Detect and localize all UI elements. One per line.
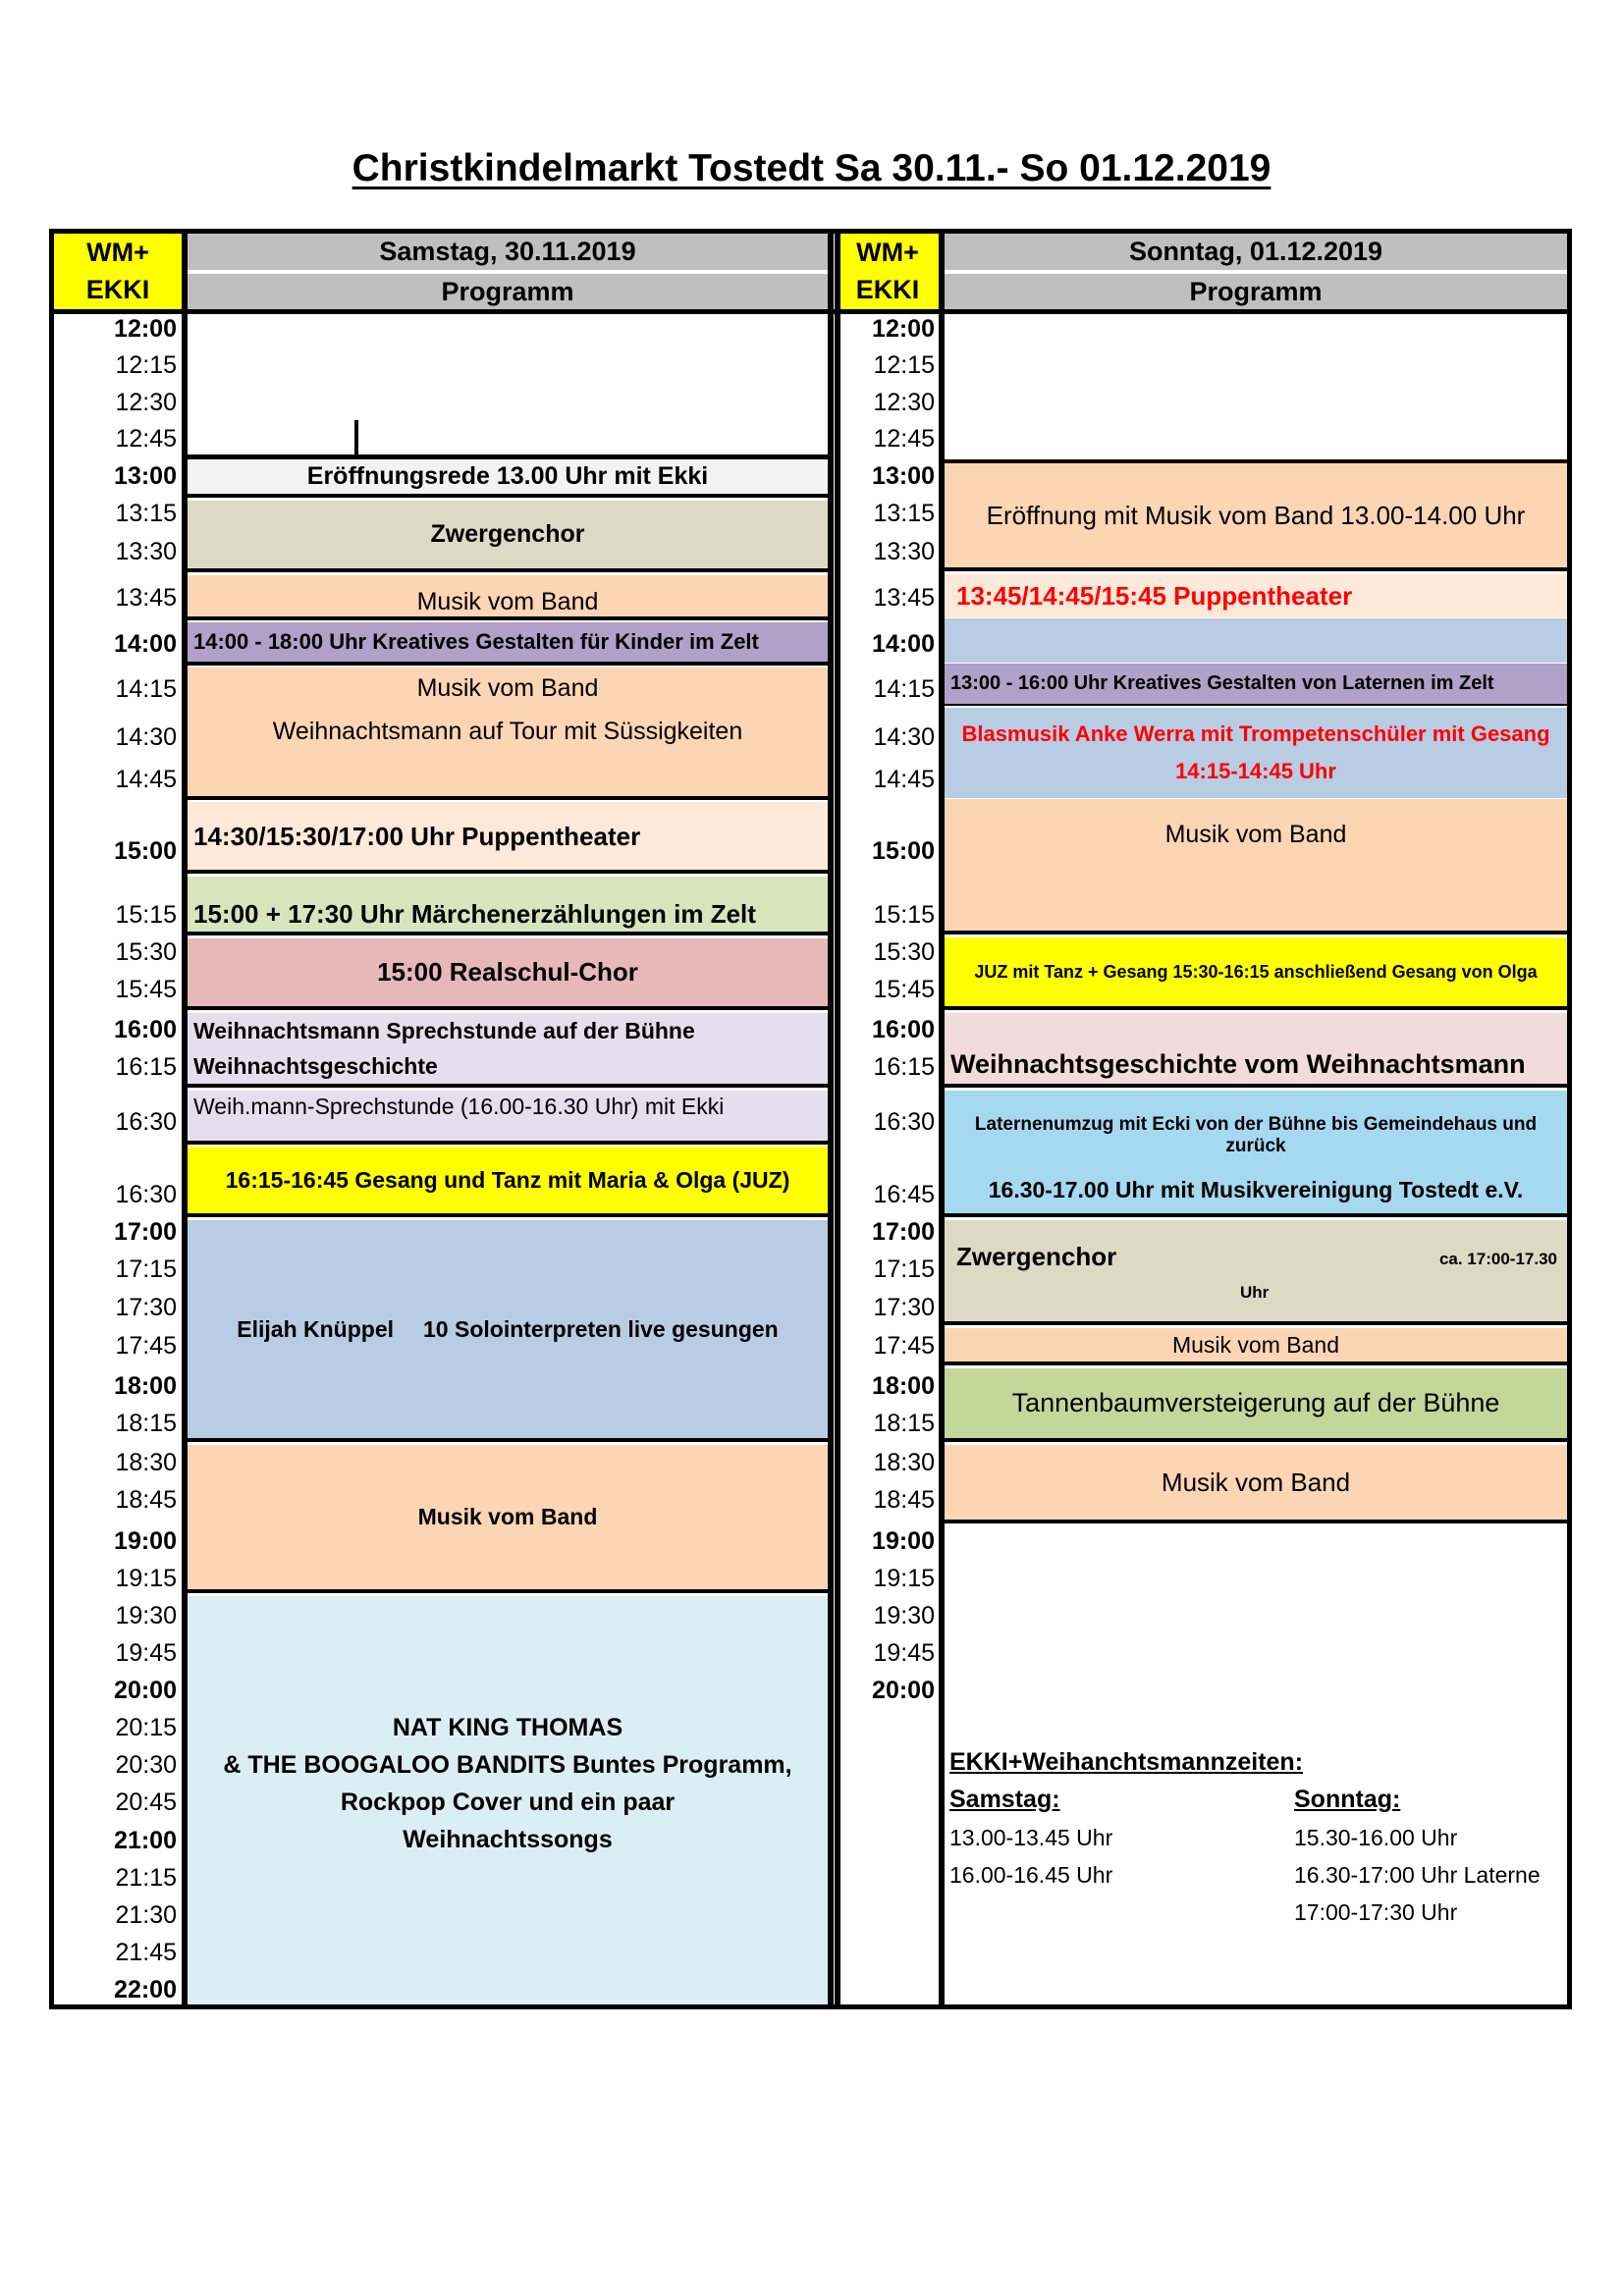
left-time-label: 17:30 <box>115 1294 177 1321</box>
right-time-label: 13:45 <box>873 584 935 612</box>
sun-tannenbaumversteigerung: Tannenbaumversteigerung auf der Bühne <box>945 1368 1567 1442</box>
saturday-programm-header: Programm <box>188 274 828 309</box>
right-time-label: 12:30 <box>873 389 935 416</box>
left-time-label: 16:30 <box>115 1181 177 1208</box>
sat-gesang-tanz-juz: 16:15-16:45 Gesang und Tanz mit Maria & Olga (JUZ) <box>188 1147 828 1217</box>
left-time-label: 19:15 <box>115 1565 177 1592</box>
sat-elijah-name: Elijah Knüppel <box>237 1315 395 1342</box>
left-time-label: 18:45 <box>115 1486 177 1514</box>
right-time-label: 12:15 <box>873 351 935 379</box>
right-time-label: 19:30 <box>873 1602 935 1629</box>
sat-band-name: NAT KING THOMAS <box>392 1714 623 1741</box>
sat-solointerpreten: 10 Solointerpreten live gesungen <box>423 1315 779 1342</box>
left-time-label: 18:15 <box>115 1410 177 1437</box>
right-time-label: 19:15 <box>873 1565 935 1592</box>
right-time-label: 15:30 <box>873 938 935 966</box>
left-time-label: 13:00 <box>114 462 177 490</box>
divider-left-time <box>182 234 188 2004</box>
right-time-label: 13:15 <box>873 500 935 527</box>
left-time-label: 21:00 <box>114 1827 177 1854</box>
wm-ekki-header-right <box>837 234 939 309</box>
sun-blasmusik-line1: Blasmusik Anke Werra mit Trompetenschüler mit Gesang <box>961 721 1550 746</box>
right-time-label: 19:00 <box>872 1527 935 1555</box>
right-time-label: 16:45 <box>873 1181 935 1208</box>
left-time-label: 20:15 <box>115 1714 177 1741</box>
right-time-label: 17:15 <box>873 1255 935 1283</box>
sun-musik-vom-band-3: Musik vom Band <box>945 1445 1567 1523</box>
sat-zwergenchor: Zwergenchor <box>188 501 828 572</box>
left-time-label: 15:30 <box>115 938 177 966</box>
left-time-label: 12:30 <box>115 389 177 416</box>
right-time-label: 14:30 <box>873 723 935 751</box>
ekki-sat-2: 16.00-16.45 Uhr <box>949 1862 1113 1888</box>
sun-puppentheater: 13:45/14:45/15:45 Puppentheater <box>945 574 1567 617</box>
left-time-label: 18:00 <box>114 1372 177 1400</box>
sat-tick-mark <box>354 420 358 454</box>
right-time-label: 18:45 <box>873 1486 935 1514</box>
sat-weihnachtsgeschichte: Weihnachtsgeschichte <box>193 1052 438 1079</box>
sat-weihmann-sprechstunde: Weih.mann-Sprechstunde (16.00-16.30 Uhr) mit Ekki <box>188 1091 828 1145</box>
ekki-label: EKKI <box>85 275 150 304</box>
sat-morning-rule <box>188 454 828 459</box>
ekki-sun-1: 15.30-16.00 Uhr <box>1294 1825 1458 1850</box>
right-time-label: 14:00 <box>872 630 935 658</box>
wm-ekki-header-left <box>54 234 182 309</box>
sat-realschul-chor: 15:00 Realschul-Chor <box>188 938 828 1010</box>
sat-weihnachtsmann-tour: Weihnachtsmann auf Tour mit Süssigkeiten <box>272 718 743 745</box>
left-time-label: 13:15 <box>115 500 177 527</box>
ekki-label: EKKI <box>855 275 920 304</box>
sun-zwergenchor-uhr: Uhr <box>1240 1283 1270 1302</box>
right-time-label: 13:30 <box>873 538 935 565</box>
right-time-label: 12:45 <box>873 425 935 453</box>
left-time-label: 15:15 <box>115 901 177 929</box>
left-time-label: 17:00 <box>114 1218 177 1246</box>
left-time-label: 15:00 <box>114 837 177 865</box>
sun-zwergenchor <box>945 1220 1567 1325</box>
sun-weihnachtsgeschichte: Weihnachtsgeschichte vom Weihnachtsmann <box>945 1013 1567 1088</box>
ekki-sun-label: Sonntag: <box>1294 1786 1401 1813</box>
left-time-label: 16:30 <box>115 1108 177 1136</box>
right-time-label: 14:15 <box>873 675 935 703</box>
sat-band-line3: Rockpop Cover und ein paar <box>340 1789 676 1816</box>
left-time-label: 21:45 <box>115 1939 177 1966</box>
right-time-label: 15:00 <box>872 837 935 865</box>
right-time-label: 16:15 <box>873 1053 935 1081</box>
left-time-label: 19:00 <box>114 1527 177 1555</box>
left-time-label: 19:30 <box>115 1602 177 1629</box>
header-bottom-rule <box>54 309 1567 314</box>
left-time-label: 17:45 <box>115 1332 177 1360</box>
sat-band-line2: & THE BOOGALOO BANDITS Buntes Programm, <box>223 1751 792 1779</box>
left-time-label: 14:30 <box>115 723 177 751</box>
sun-musik-vom-band-2: Musik vom Band <box>945 1328 1567 1365</box>
ekki-sun-3: 17:00-17:30 Uhr <box>1294 1899 1458 1925</box>
sun-musik-vom-band-1: Musik vom Band <box>945 799 1567 934</box>
sun-eroeffnung-musik: Eröffnung mit Musik vom Band 13.00-14.00 Uhr <box>945 459 1567 571</box>
sun-blasmusik <box>945 708 1567 798</box>
left-time-label: 15:45 <box>115 976 177 1003</box>
sat-musik-vom-band-abend: Musik vom Band <box>188 1445 828 1593</box>
right-time-label: 14:45 <box>873 766 935 793</box>
sun-zwergenchor-time: ca. 17:00-17.30 <box>1438 1250 1557 1268</box>
right-time-label: 15:15 <box>873 901 935 929</box>
ekki-sat-label: Samstag: <box>949 1786 1060 1813</box>
right-time-label: 16:00 <box>872 1016 935 1043</box>
sun-blue-gap <box>945 618 1567 663</box>
left-time-label: 21:15 <box>115 1864 177 1892</box>
left-time-label: 20:00 <box>114 1677 177 1704</box>
left-time-label: 12:15 <box>115 351 177 379</box>
sun-laternenumzug-line2: 16.30-17.00 Uhr mit Musikvereinigung Tostedt e.V. <box>988 1177 1524 1202</box>
sun-blasmusik-line2: 14:15-14:45 Uhr <box>1175 759 1336 783</box>
sun-laternenumzug-line1: Laternenumzug mit Ecki von der Bühne bis Gemeindehaus und zurück <box>974 1114 1538 1156</box>
sat-sprechstunde: Weihnachtsmann Sprechstunde auf der Bühne <box>193 1017 695 1043</box>
left-time-label: 17:15 <box>115 1255 177 1283</box>
ekki-heading: EKKI+Weihanchtsmannzeiten: <box>949 1748 1304 1776</box>
right-time-label: 17:00 <box>872 1218 935 1246</box>
sat-musik-vom-band-1: Musik vom Band <box>188 575 828 620</box>
left-time-label: 13:30 <box>115 538 177 565</box>
left-time-label: 13:45 <box>115 584 177 612</box>
right-time-label: 17:30 <box>873 1294 935 1321</box>
sunday-header: Sonntag, 01.12.2019 <box>945 234 1567 270</box>
sat-elijah-knueppel <box>188 1220 828 1442</box>
sun-zwergenchor-label: Zwergenchor <box>956 1242 1117 1271</box>
left-time-label: 12:45 <box>115 425 177 453</box>
ekki-sun-2: 16.30-17:00 Uhr Laterne <box>1294 1862 1541 1888</box>
right-time-label: 16:30 <box>873 1108 935 1136</box>
left-time-label: 14:15 <box>115 675 177 703</box>
wm-label: WM+ <box>856 238 919 267</box>
page-title: Christkindelmarkt Tostedt Sa 30.11.- So 01.12.2019 <box>352 147 1271 189</box>
sat-musik-vom-band-2: Musik vom Band <box>416 674 599 702</box>
left-time-label: 16:00 <box>114 1016 177 1043</box>
sun-juz-tanz-gesang: JUZ mit Tanz + Gesang 15:30-16:15 anschließend Gesang von Olga <box>945 937 1567 1010</box>
sat-maerchenerzaehlungen: 15:00 + 17:30 Uhr Märchenerzählungen im Zelt <box>188 877 828 935</box>
sat-musik-weihnachtsmann-tour <box>188 667 828 800</box>
right-time-label: 17:45 <box>873 1332 935 1360</box>
right-time-label: 15:45 <box>873 976 935 1003</box>
sat-eroeffnungsrede: Eröffnungsrede 13.00 Uhr mit Ekki <box>188 459 828 498</box>
left-time-label: 18:30 <box>115 1449 177 1476</box>
right-time-label: 19:45 <box>873 1639 935 1667</box>
sat-sprechstunde-geschichte <box>188 1013 828 1088</box>
sun-kreatives-gestalten-laternen: 13:00 - 16:00 Uhr Kreatives Gestalten von Laternen im Zelt <box>945 664 1567 706</box>
right-time-label: 20:00 <box>872 1677 935 1704</box>
right-time-label: 18:00 <box>872 1372 935 1400</box>
right-time-label: 13:00 <box>872 462 935 490</box>
sat-band-line4: Weihnachtssongs <box>403 1826 613 1853</box>
left-time-label: 16:15 <box>115 1053 177 1081</box>
sunday-programm-header: Programm <box>945 274 1567 309</box>
left-time-label: 20:45 <box>115 1789 177 1816</box>
left-time-label: 19:45 <box>115 1639 177 1667</box>
left-time-label: 20:30 <box>115 1751 177 1779</box>
left-time-label: 21:30 <box>115 1901 177 1929</box>
ekki-sat-1: 13.00-13.45 Uhr <box>949 1825 1113 1850</box>
right-time-label: 18:15 <box>873 1410 935 1437</box>
left-time-label: 14:00 <box>114 630 177 658</box>
saturday-header: Samstag, 30.11.2019 <box>188 234 828 270</box>
wm-label: WM+ <box>86 238 149 267</box>
sat-puppentheater: 14:30/15:30/17:00 Uhr Puppentheater <box>188 802 828 874</box>
sat-nat-king-thomas <box>188 1596 828 2004</box>
left-time-label: 22:00 <box>114 1976 177 2003</box>
right-time-label: 18:30 <box>873 1449 935 1476</box>
sun-laternenumzug <box>945 1091 1567 1217</box>
left-time-label: 14:45 <box>115 766 177 793</box>
divider-right-time <box>939 234 945 2004</box>
sat-kreatives-gestalten: 14:00 - 18:00 Uhr Kreatives Gestalten für Kinder im Zelt <box>188 622 828 666</box>
left-time-label: 12:00 <box>114 315 177 343</box>
right-time-label: 12:00 <box>872 315 935 343</box>
